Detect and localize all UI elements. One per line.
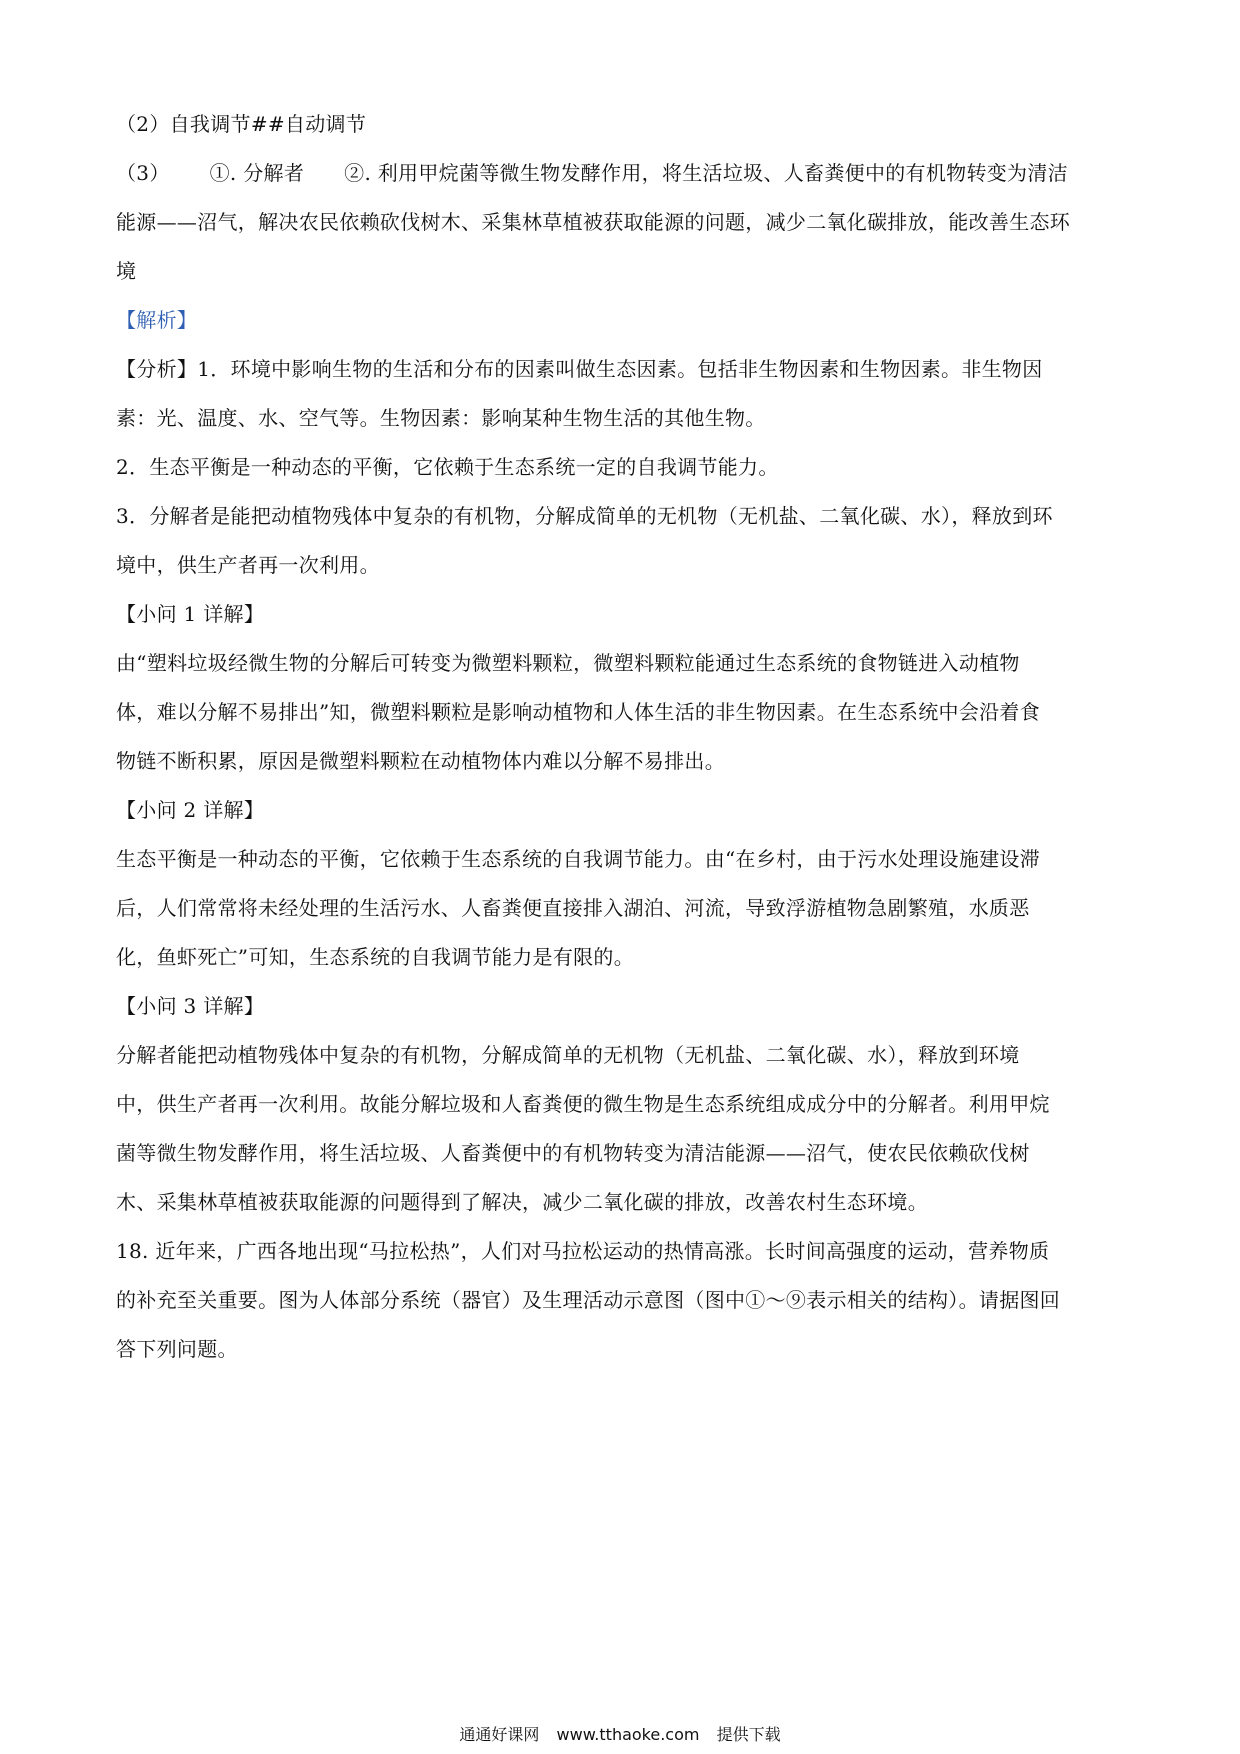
analysis-line: 境中，供生产者再一次利用。 <box>116 553 380 577</box>
answer-q3-part2: ②. 利用甲烷菌等微生物发酵作用，将生活垃圾、人畜粪便中的有机物转变为清洁 <box>344 161 1068 185</box>
answer-q3-label: （3） <box>116 161 170 185</box>
question-18-line: 的补充至关重要。图为人体部分系统（器官）及生理活动示意图（图中①～⑨表示相关的结构）。请据图回 <box>116 1288 1061 1312</box>
document-body <box>116 100 1134 1374</box>
question-18-line: 18. 近年来，广西各地出现“马拉松热”，人们对马拉松运动的热情高涨。长时间高强度的运动，营养物质 <box>116 1239 1050 1263</box>
answer-q3-line-3: 境 <box>116 259 137 283</box>
answer-q3-line-2: 能源——沼气，解决农民依赖砍伐树木、采集林草植被获取能源的问题，减少二氧化碳排放，能改善生态环 <box>116 210 1071 234</box>
q2-line: 生态平衡是一种动态的平衡，它依赖于生态系统的自我调节能力。由“在乡村，由于污水处理设施建设滞 <box>116 847 1041 871</box>
page-footer <box>0 1722 1240 1745</box>
q1-line: 由“塑料垃圾经微生物的分解后可转变为微塑料颗粒，微塑料颗粒能通过生态系统的食物链进入动植物 <box>116 651 1020 675</box>
analysis-line: 【分析】1．环境中影响生物的生活和分布的因素叫做生态因素。包括非生物因素和生物因素。非生物因 <box>116 357 1043 381</box>
q1-line: 物链不断积累，原因是微塑料颗粒在动植物体内难以分解不易排出。 <box>116 749 725 773</box>
footer-url[interactable]: www.tthaoke.com <box>556 1725 700 1744</box>
answer-q3-part1: ①. 分解者 <box>209 161 305 185</box>
q3-line: 分解者能把动植物残体中复杂的有机物，分解成简单的无机物（无机盐、二氧化碳、水），释放到环境 <box>116 1043 1020 1067</box>
analysis-line: 素：光、温度、水、空气等。生物因素：影响某种生物生活的其他生物。 <box>116 406 766 430</box>
analysis-line: 3．分解者是能把动植物残体中复杂的有机物，分解成简单的无机物（无机盐、二氧化碳、水），释放到环 <box>116 504 1053 528</box>
analysis-line: 2．生态平衡是一种动态的平衡，它依赖于生态系统一定的自我调节能力。 <box>116 455 779 479</box>
q3-line: 中，供生产者再一次利用。故能分解垃圾和人畜粪便的微生物是生态系统组成成分中的分解者。利用甲烷 <box>116 1092 1050 1116</box>
q2-line: 化，鱼虾死亡”可知，生态系统的自我调节能力是有限的。 <box>116 945 635 969</box>
q3-heading: 【小问 3 详解】 <box>116 994 265 1018</box>
answer-q2-line: （2）自我调节##自动调节 <box>116 112 367 136</box>
answer-q3-line-1 <box>116 149 1134 198</box>
q2-heading: 【小问 2 详解】 <box>116 798 265 822</box>
question-18-line: 答下列问题。 <box>116 1337 238 1361</box>
footer-site-name: 通通好课网 <box>459 1725 540 1744</box>
footer-suffix: 提供下载 <box>716 1725 781 1744</box>
analysis-heading: 【解析】 <box>116 308 198 332</box>
q2-line: 后，人们常常将未经处理的生活污水、人畜粪便直接排入湖泊、河流，导致浮游植物急剧繁殖，水质恶 <box>116 896 1030 920</box>
q1-line: 体，难以分解不易排出”知，微塑料颗粒是影响动植物和人体生活的非生物因素。在生态系统中会沿着食 <box>116 700 1041 724</box>
q1-heading: 【小问 1 详解】 <box>116 602 265 626</box>
q3-line: 木、采集林草植被获取能源的问题得到了解决，减少二氧化碳的排放，改善农村生态环境。 <box>116 1190 928 1214</box>
q3-line: 菌等微生物发酵作用，将生活垃圾、人畜粪便中的有机物转变为清洁能源——沼气，使农民依赖砍伐树 <box>116 1141 1030 1165</box>
